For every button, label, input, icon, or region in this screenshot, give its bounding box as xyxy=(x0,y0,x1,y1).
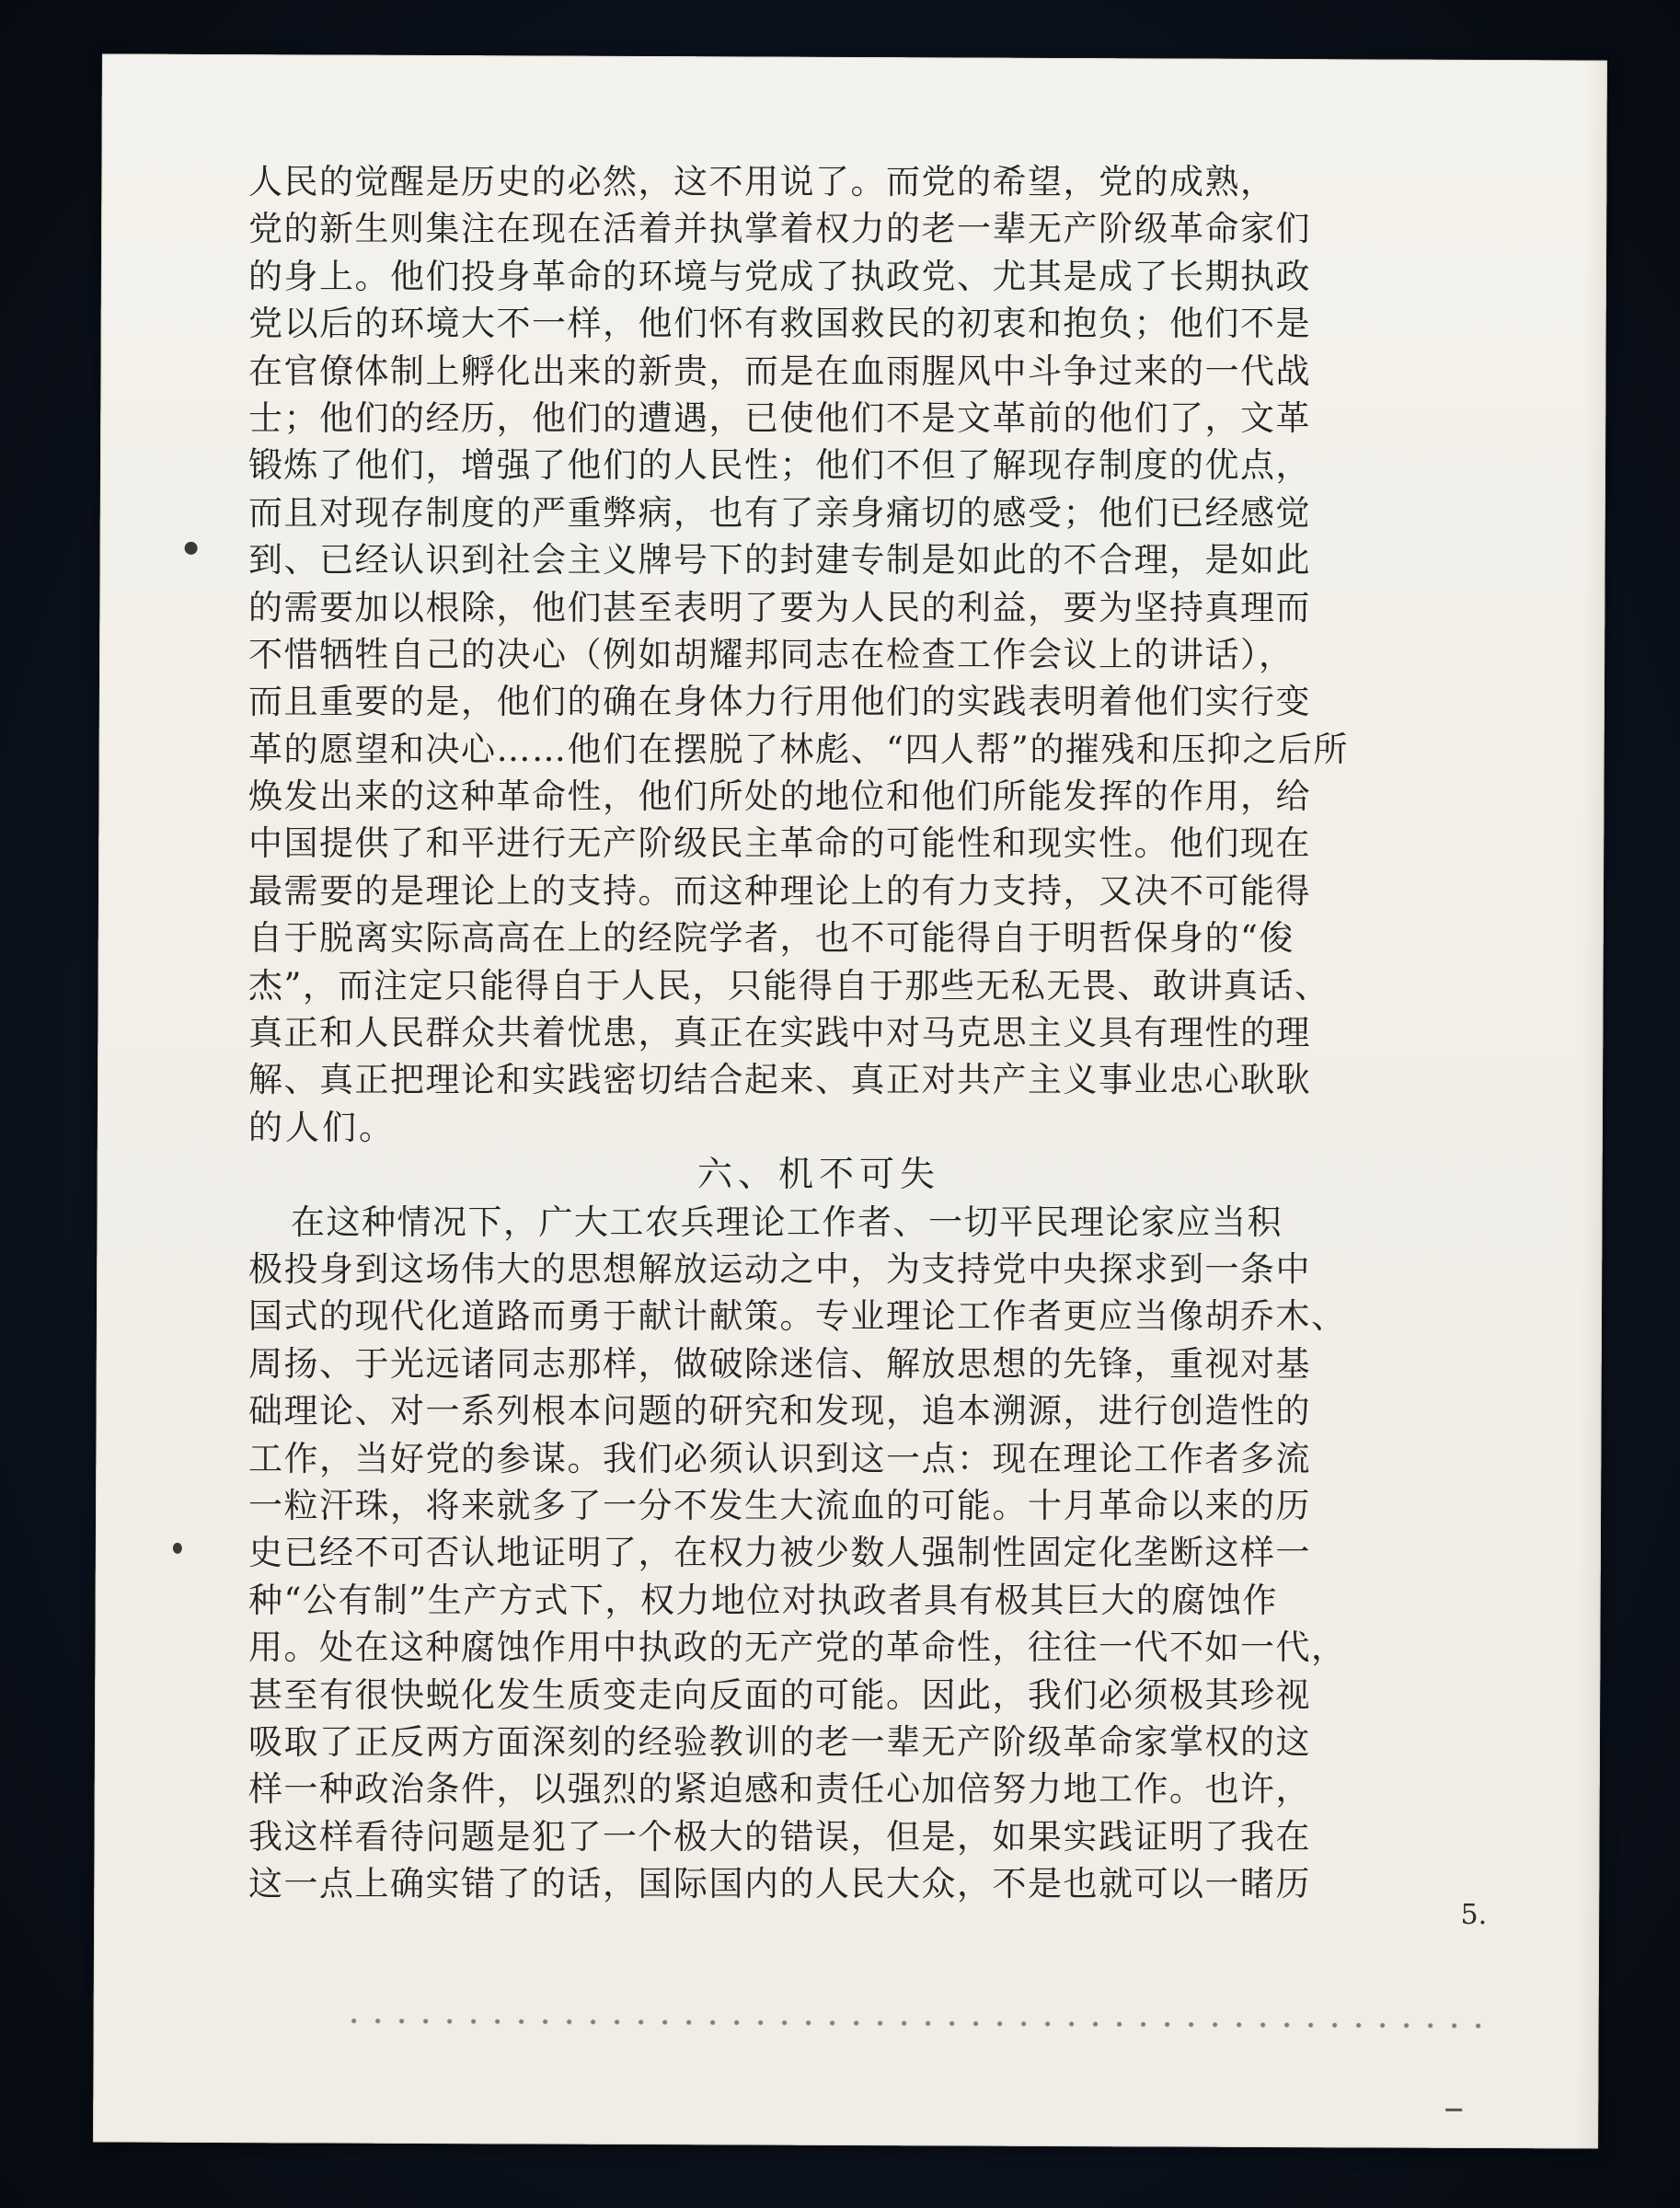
text-line: 锻炼了他们，增强了他们的人民性；他们不但了解现存制度的优点， xyxy=(248,445,1311,486)
text-line: 在这种情况下，广大工农兵理论工作者、一切平民理论家应当积 xyxy=(291,1202,1283,1242)
text-line: 吸取了正反两方面深刻的经验教训的老一辈无产阶级革命家掌权的这 xyxy=(248,1721,1311,1762)
text-line: 的身上。他们投身革命的环境与党成了执政党、尤其是成了长期执政 xyxy=(248,256,1311,296)
text-line: 周扬、于光远诸同志那样，做破除迷信、解放思想的先锋，重视对基 xyxy=(248,1343,1311,1384)
text-line: 史已经不可否认地证明了，在权力被少数人强制性固定化垄断这样一 xyxy=(248,1533,1311,1573)
text-line: 这一点上确实错了的话，国际国内的人民大众，不是也就可以一睹历 xyxy=(248,1864,1311,1904)
text-line: 而且对现存制度的严重弊病，也有了亲身痛切的感受；他们已经感觉 xyxy=(248,492,1311,533)
text-line: 自于脱离实际高高在上的经院学者，也不可能得自于明哲保身的“俊 xyxy=(248,918,1295,959)
text-line: 的人们。 xyxy=(248,1107,396,1147)
text-line: 党以后的环境大不一样，他们怀有救国救民的初衷和抱负；他们不是 xyxy=(248,304,1311,344)
text-line: 而且重要的是，他们的确在身体力行用他们的实践表明着他们实行变 xyxy=(248,682,1311,722)
binding-hole-mark xyxy=(173,1543,182,1554)
text-line: 甚至有很快蜕化发生质变走向反面的可能。因此，我们必须极其珍视 xyxy=(248,1674,1311,1715)
text-line: 杰”，而注定只能得自于人民，只能得自于那些无私无畏、敢讲真话、 xyxy=(248,965,1330,1006)
text-line: 士；他们的经历，他们的遭遇，已使他们不是文革前的他们了，文革 xyxy=(248,397,1311,438)
text-line: 在官僚体制上孵化出来的新贵，而是在血雨腥风中斗争过来的一代战 xyxy=(248,351,1311,391)
text-line: 一粒汗珠，将来就多了一分不发生大流血的可能。十月革命以来的历 xyxy=(248,1485,1311,1525)
text-line: 焕发出来的这种革命性，他们所处的地位和他们所能发挥的作用，给 xyxy=(248,776,1311,817)
text-line: 革的愿望和决心……他们在摆脱了林彪、“四人帮”的摧残和压抑之后所 xyxy=(248,729,1349,769)
text-line: 样一种政治条件，以强烈的紧迫感和责任心加倍努力地工作。也许， xyxy=(248,1769,1311,1810)
text-line: 党的新生则集注在现在活着并执掌着权力的老一辈无产阶级革命家们 xyxy=(248,209,1311,249)
text-line: 不惜牺牲自己的决心（例如胡耀邦同志在检查工作会议上的讲话）， xyxy=(248,634,1295,674)
body-text xyxy=(248,158,1472,1907)
text-line: 用。处在这种腐蚀作用中执政的无产党的革命性，往往一代不如一代， xyxy=(248,1627,1347,1668)
text-line: 中国提供了和平进行无产阶级民主革命的可能性和现实性。他们现在 xyxy=(248,823,1311,864)
text-line: 础理论、对一系列根本问题的研究和发现，追本溯源，进行创造性的 xyxy=(248,1391,1311,1432)
stray-pen-mark xyxy=(1445,2109,1462,2111)
text-line: 真正和人民群众共着忧患，真正在实践中对马克思主义具有理性的理 xyxy=(248,1013,1311,1053)
text-line: 最需要的是理论上的支持。而这种理论上的有力支持，又决不可能得 xyxy=(248,870,1311,911)
text-line: 到、已经认识到社会主义牌号下的封建专制是如此的不合理，是如此 xyxy=(248,540,1311,581)
section-heading: 六、机不可失 xyxy=(696,1154,940,1195)
text-line: 的需要加以根除，他们甚至表明了要为人民的利益，要为坚持真理而 xyxy=(248,587,1311,627)
text-line: 解、真正把理论和实践密切结合起来、真正对共产主义事业忠心耿耿 xyxy=(248,1060,1311,1100)
dotted-underline-mark xyxy=(342,2015,1483,2032)
text-line: 我这样看待问题是犯了一个极大的错误，但是，如果实践证明了我在 xyxy=(248,1816,1311,1857)
text-line: 人民的觉醒是历史的必然，这不用说了。而党的希望，党的成熟， xyxy=(248,162,1276,201)
text-line: 工作，当好党的参谋。我们必须认识到这一点：现在理论工作者多流 xyxy=(248,1438,1311,1478)
text-line: 极投身到这场伟大的思想解放运动之中，为支持党中央探求到一条中 xyxy=(248,1248,1311,1289)
text-line: 种“公有制”生产方式下，权力地位对执政者具有极其巨大的腐蚀作 xyxy=(248,1580,1278,1620)
binding-hole-mark xyxy=(185,542,198,555)
text-line: 国式的现代化道路而勇于献计献策。专业理论工作者更应当像胡乔木、 xyxy=(248,1296,1347,1337)
page-number: 5. xyxy=(1460,1898,1488,1932)
